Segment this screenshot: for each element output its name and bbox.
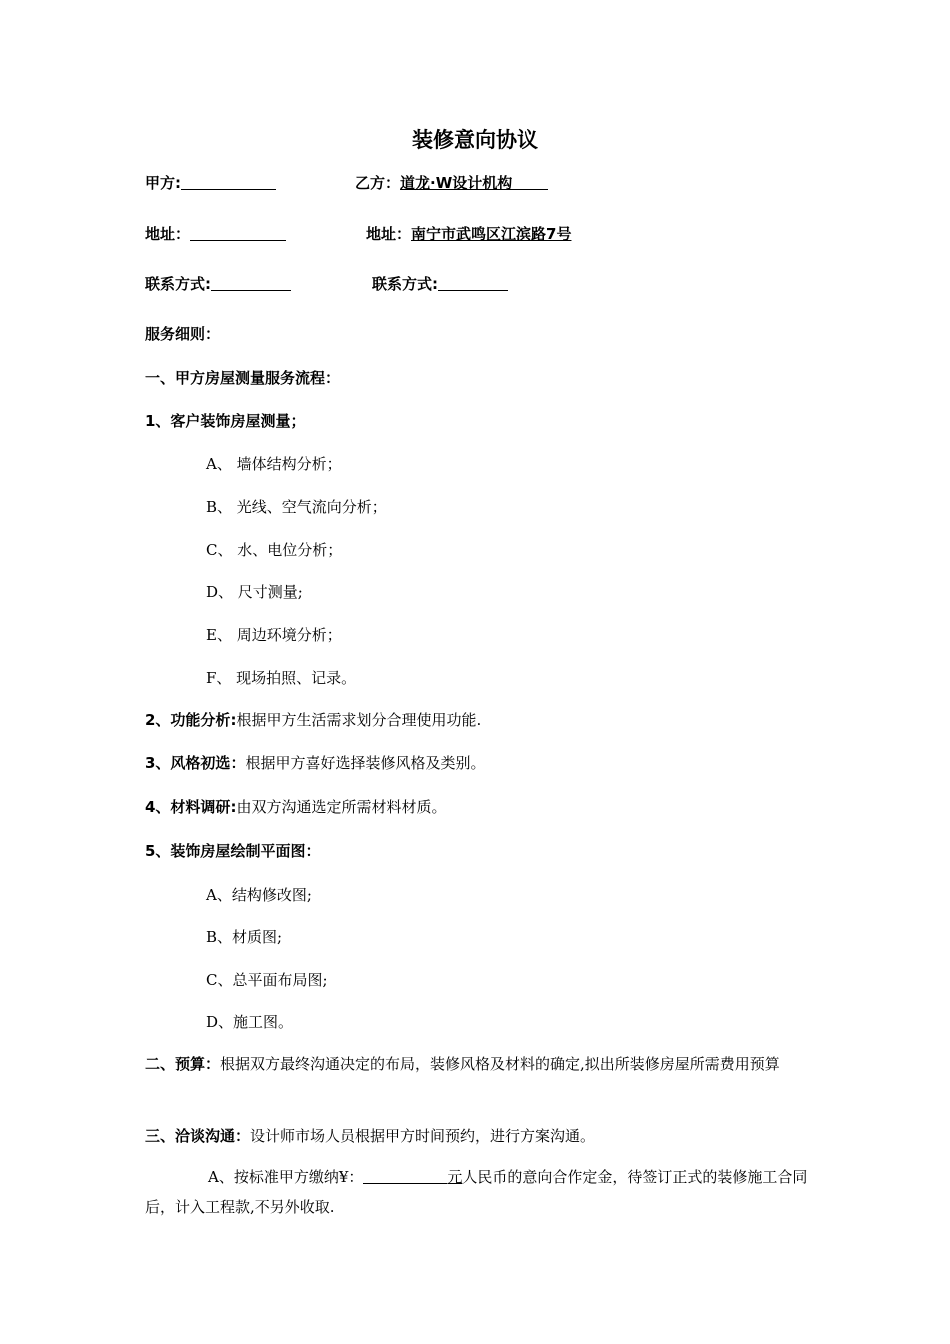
measure-item: A、 墙体结构分析； bbox=[206, 455, 342, 473]
measure-item: E、 周边环境分析； bbox=[206, 626, 342, 644]
party-b-contact-label: 联系方式: bbox=[372, 275, 438, 293]
party-b-line bbox=[355, 173, 548, 193]
item3-text: 根据甲方喜好选择装修风格及类别。 bbox=[245, 754, 486, 772]
section1-item2 bbox=[145, 710, 481, 730]
party-a-line bbox=[145, 173, 276, 193]
party-a-address-line bbox=[145, 224, 286, 244]
section1-item3 bbox=[145, 753, 485, 773]
item4-label: 4、材料调研: bbox=[145, 798, 237, 816]
section1-heading: 一、甲方房屋测量服务流程： bbox=[145, 369, 341, 387]
section1-item1: 1、客户装饰房屋测量； bbox=[145, 412, 306, 430]
deposit-prefix: A、按标准甲方缴纳¥： bbox=[208, 1168, 364, 1186]
plan-item: A、结构修改图; bbox=[206, 886, 312, 904]
section3-label: 三、洽谈沟通： bbox=[145, 1127, 251, 1145]
deposit-unit: 元 bbox=[447, 1168, 463, 1186]
party-b-contact-blank bbox=[438, 274, 508, 291]
section2-paragraph bbox=[145, 1049, 810, 1079]
party-b-address-label: 地址： bbox=[366, 225, 412, 243]
deposit-amount-blank bbox=[363, 1167, 447, 1184]
section3-line bbox=[145, 1126, 595, 1146]
section2-label: 二、预算： bbox=[145, 1055, 221, 1073]
document-title: 装修意向协议 bbox=[412, 128, 538, 152]
party-a-contact-blank bbox=[211, 274, 291, 291]
party-a-label: 甲方: bbox=[145, 174, 181, 192]
party-b-address: 南宁市武鸣区江滨路7号 bbox=[411, 225, 572, 243]
party-a-address-blank bbox=[190, 224, 286, 241]
party-b-address-line bbox=[366, 224, 571, 244]
party-a-contact-label: 联系方式: bbox=[145, 275, 211, 293]
section1-item5: 5、装饰房屋绘制平面图： bbox=[145, 842, 321, 860]
section1-item4 bbox=[145, 797, 446, 817]
measure-item: B、 光线、空气流向分析； bbox=[206, 498, 387, 516]
plan-item: B、材质图; bbox=[206, 928, 283, 946]
section3-text: 设计师市场人员根据甲方时间预约，进行方案沟通。 bbox=[250, 1127, 596, 1145]
deposit-rest: 人民币的意向合作定金，待签订正式的装修施工合同后，计入工程款,不另外收取. bbox=[145, 1168, 808, 1216]
item3-label: 3、风格初选： bbox=[145, 754, 246, 772]
party-a-blank bbox=[181, 173, 276, 190]
measure-item: C、 水、电位分析； bbox=[206, 541, 343, 559]
section2-text: 根据双方最终沟通决定的布局，装修风格及材料的确定,拟出所装修房屋所需费用预算 bbox=[220, 1055, 780, 1073]
party-b-name: 道龙·W设计机构 bbox=[400, 174, 513, 192]
item4-text: 由双方沟通选定所需材料材质。 bbox=[236, 798, 447, 816]
party-b-label: 乙方： bbox=[355, 174, 401, 192]
measure-item: D、 尺寸测量; bbox=[206, 583, 303, 601]
plan-item: C、总平面布局图; bbox=[206, 971, 328, 989]
service-heading: 服务细则： bbox=[145, 325, 221, 343]
section3-item-a bbox=[145, 1162, 810, 1222]
party-a-contact-line bbox=[145, 274, 291, 294]
party-b-name-tail bbox=[512, 173, 548, 190]
party-a-address-label: 地址： bbox=[145, 225, 191, 243]
party-b-contact-line bbox=[372, 274, 508, 294]
measure-item: F、 现场拍照、记录。 bbox=[206, 669, 357, 687]
item2-label: 2、功能分析: bbox=[145, 711, 237, 729]
item2-text: 根据甲方生活需求划分合理使用功能. bbox=[236, 711, 482, 729]
plan-item: D、施工图。 bbox=[206, 1013, 294, 1031]
